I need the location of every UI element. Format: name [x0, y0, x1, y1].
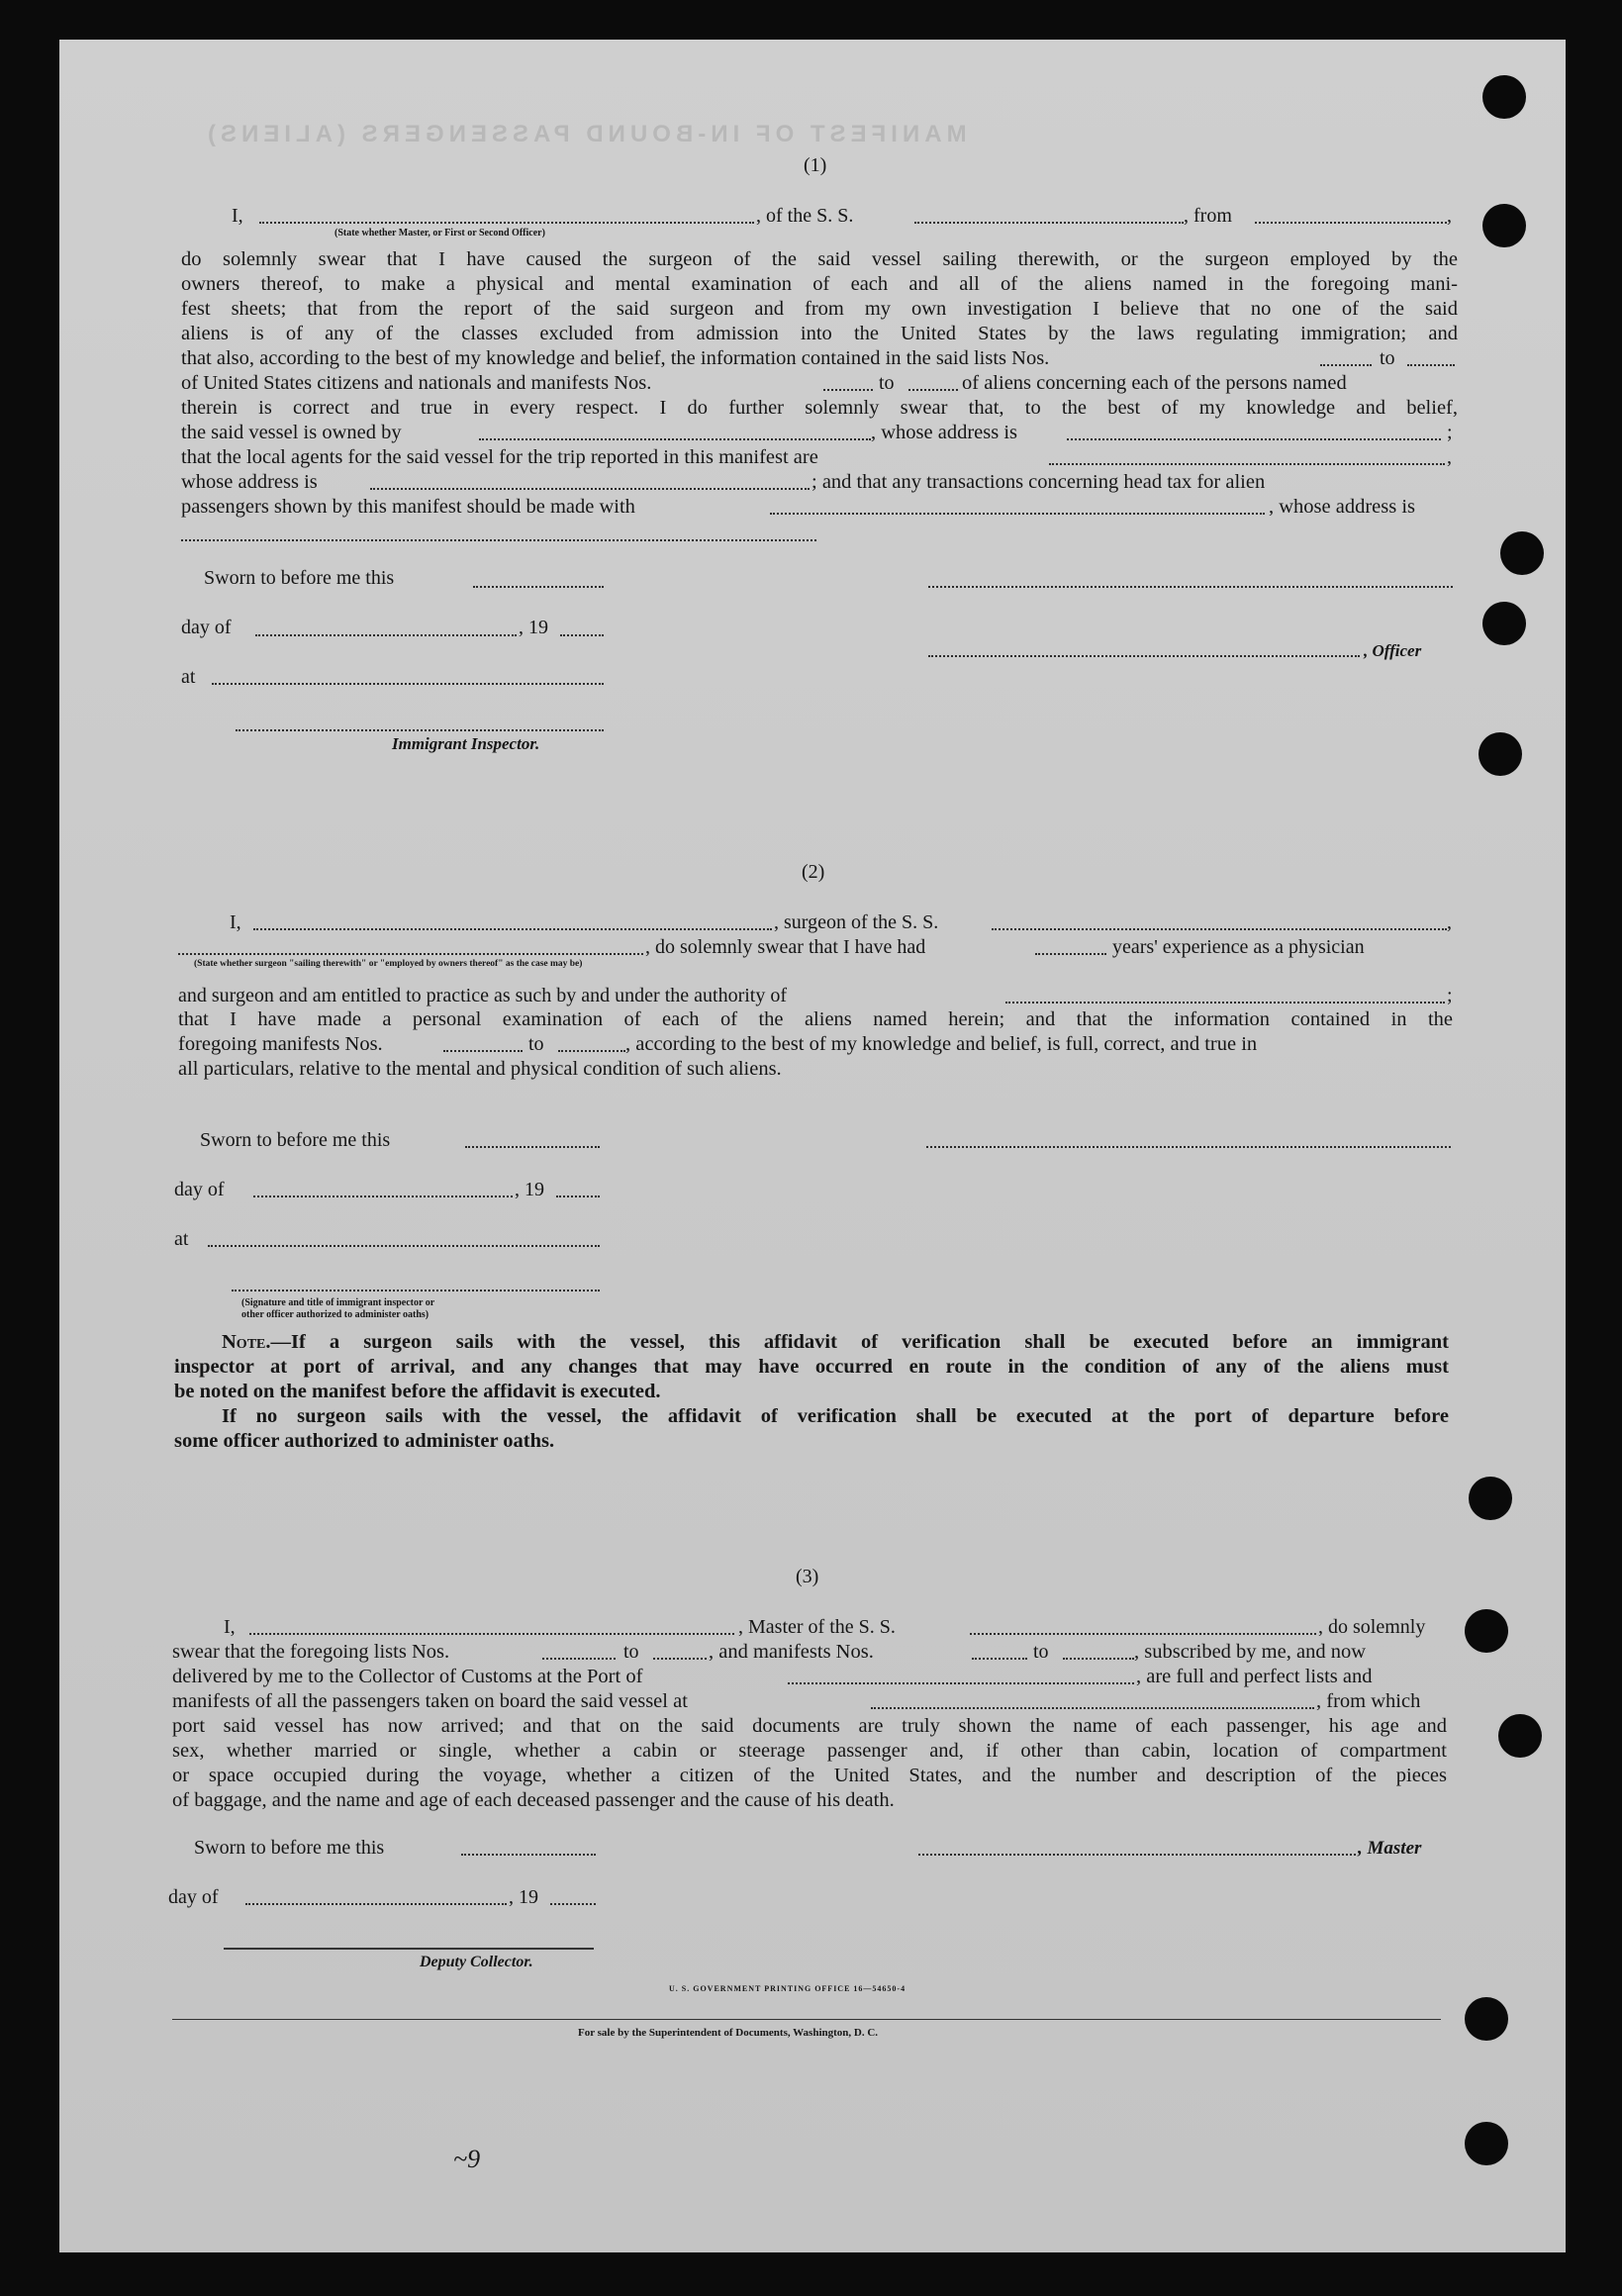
punch-hole: [1498, 1714, 1542, 1758]
section-2-heading: (2): [802, 861, 825, 883]
s1-manifests-to-field[interactable]: [908, 389, 958, 391]
s3-line: port said vessel has now arrived; and that on the said documents are truly shown the name of each passenger, his age and: [172, 1715, 1447, 1737]
s2-year-label: , 19: [515, 1179, 544, 1200]
s1-sworn-day-field[interactable]: [473, 586, 604, 588]
s1-owner-field[interactable]: [479, 438, 871, 440]
s1-passengers-label: passengers shown by this manifest should be made with: [181, 496, 635, 518]
s1-line: therein is correct and true in every respect. I do further solemnly swear that, to the best of my knowledge and belief,: [181, 397, 1458, 419]
s3-year-label: , 19: [509, 1886, 538, 1908]
s3-sworn-label: Sworn to before me this: [194, 1837, 385, 1859]
punch-hole: [1482, 75, 1526, 119]
s1-to-label: to: [1380, 347, 1395, 369]
s3-manifests-of-label: manifests of all the passengers taken on board the said vessel at: [172, 1690, 688, 1712]
s1-from-port-field[interactable]: [1255, 222, 1447, 224]
s1-headtax-label: ; and that any transactions concerning head tax for alien: [811, 471, 1266, 493]
s1-year-field[interactable]: [560, 634, 604, 636]
s3-swear-lists-label: swear that the foregoing lists Nos.: [172, 1641, 450, 1663]
s1-manifests-label: of United States citizens and nationals and manifests Nos.: [181, 372, 652, 394]
s1-officer-signature-field[interactable]: [928, 655, 1360, 657]
s1-inspector-label: Immigrant Inspector.: [392, 734, 540, 753]
surgeon-note: [174, 1330, 1449, 1454]
s2-at-label: at: [174, 1228, 189, 1250]
note-label: Note.: [222, 1331, 271, 1353]
s2-particulars-line: all particulars, relative to the mental and physical condition of such aliens.: [178, 1058, 782, 1080]
s2-manifests-from-field[interactable]: [443, 1050, 523, 1052]
s1-semicolon: ;: [1447, 422, 1453, 443]
s1-inspector-signature-field[interactable]: [236, 729, 604, 731]
s2-month-field[interactable]: [253, 1196, 513, 1197]
s2-inspector-signature-field[interactable]: [232, 1290, 600, 1292]
s2-signature-note-2: other officer authorized to administer oaths): [241, 1309, 429, 1320]
s2-ship-name-field[interactable]: [992, 928, 1447, 930]
surgeon-status-field[interactable]: [178, 953, 643, 955]
s3-full-perfect-label: , are full and perfect lists and: [1136, 1666, 1373, 1687]
s2-surgeon-signature-field[interactable]: [926, 1146, 1451, 1148]
s3-embark-port-field[interactable]: [871, 1707, 1314, 1709]
punch-hole: [1479, 732, 1522, 776]
section-3-heading: (3): [796, 1566, 819, 1587]
s3-oath-paragraph: [172, 1714, 1447, 1788]
s3-deputy-label: Deputy Collector.: [420, 1954, 533, 1970]
master-name-field[interactable]: [249, 1633, 734, 1635]
s2-according-label: , according to the best of my knowledge and belief, is full, correct, and true in: [625, 1033, 1258, 1055]
s2-authority-label: and surgeon and am entitled to practice as such by and under the authority of: [178, 985, 787, 1006]
officer-name-field[interactable]: [259, 222, 754, 224]
s1-headtax-party-field[interactable]: [770, 513, 1265, 515]
s2-sworn-day-field[interactable]: [465, 1146, 600, 1148]
s1-ship-name-field[interactable]: [914, 222, 1184, 224]
s1-agent-address-field[interactable]: [370, 488, 810, 490]
officer-rank-note: (State whether Master, or First or Second Officer): [334, 228, 545, 239]
note-line: be noted on the manifest before the affidavit is executed.: [174, 1381, 661, 1402]
surgeon-status-note: (State whether surgeon "sailing therewith" or "employed by owners thereof" as the case may be): [194, 959, 583, 969]
s2-year-field[interactable]: [556, 1196, 600, 1197]
s3-master-signature-field[interactable]: [918, 1854, 1356, 1856]
s3-master-label: , Master: [1358, 1838, 1422, 1859]
punch-hole: [1465, 2122, 1508, 2165]
s2-surgeon-of-label: , surgeon of the S. S.: [774, 911, 939, 933]
s1-line: owners thereof, to make a physical and mental examination of each and all of the aliens named in the foregoing mani-: [181, 273, 1458, 295]
s3-manifests-from-field[interactable]: [972, 1658, 1027, 1660]
s1-comma: ,: [1447, 205, 1452, 227]
s1-at-place-field[interactable]: [212, 683, 604, 685]
section-1-heading: (1): [804, 154, 827, 176]
s2-to-label: to: [528, 1033, 544, 1055]
s3-to-label-2: to: [1033, 1641, 1049, 1663]
s3-ship-name-field[interactable]: [970, 1633, 1316, 1635]
s1-whose-address-label: , whose address is: [871, 422, 1018, 443]
gpo-imprint: U. S. GOVERNMENT PRINTING OFFICE 16—54650-4: [669, 1984, 906, 1993]
s1-whose-address-label-3: , whose address is: [1269, 496, 1416, 518]
s2-years-label: years' experience as a physician: [1112, 936, 1365, 958]
s1-year-label: , 19: [519, 617, 548, 638]
s2-i-label: I,: [230, 911, 241, 933]
s3-last-line: of baggage, and the name and age of each deceased passenger and the cause of his death.: [172, 1789, 895, 1811]
s1-agents-field[interactable]: [1049, 463, 1445, 465]
s1-day-of-label: day of: [181, 617, 232, 638]
s1-at-label: at: [181, 666, 196, 688]
s1-sworn-label: Sworn to before me this: [204, 567, 395, 589]
s3-manifests-to-field[interactable]: [1063, 1658, 1134, 1660]
s3-deputy-signature-field[interactable]: [224, 1948, 594, 1950]
punch-hole: [1469, 1477, 1512, 1520]
bleed-through-title: MANIFEST OF IN-BOUND PASSENGERS (ALIENS): [203, 121, 967, 147]
s1-i-label: I,: [232, 205, 243, 227]
s1-oath-paragraph: [181, 247, 1458, 346]
s2-examination-line: [178, 1007, 1453, 1032]
s1-owner-address-field[interactable]: [1067, 438, 1441, 440]
s3-port-field[interactable]: [788, 1682, 1134, 1684]
note-line: If no surgeon sails with the vessel, the affidavit of verification shall be executed at the port of departure before: [222, 1405, 1449, 1427]
punch-hole: [1482, 204, 1526, 247]
s1-headtax-address-field[interactable]: [181, 539, 816, 541]
s3-line: or space occupied during the voyage, whether a citizen of the United States, and the number and description of the pieces: [172, 1765, 1447, 1786]
s1-agents-label: that the local agents for the said vessel for the trip reported in this manifest are: [181, 446, 818, 468]
s3-and-manifests-label: , and manifests Nos.: [709, 1641, 874, 1663]
s2-swear-label: , do solemnly swear that I have had: [645, 936, 926, 958]
note-line: some officer authorized to administer oaths.: [174, 1430, 555, 1452]
s1-lists-label: that also, according to the best of my knowledge and belief, the information contained in the said lists Nos.: [181, 347, 1050, 369]
s3-line: sex, whether married or single, whether a cabin or steerage passenger and, if other than cabin, location of compartment: [172, 1740, 1447, 1762]
s1-month-field[interactable]: [255, 634, 517, 636]
s1-line: aliens is of any of the classes excluded from admission into the United States by the laws regulating immigration; and: [181, 323, 1458, 344]
s3-month-field[interactable]: [245, 1903, 507, 1905]
footer-rule: [172, 2019, 1441, 2020]
s2-manifests-to-field[interactable]: [558, 1050, 625, 1052]
s3-to-label: to: [623, 1641, 639, 1663]
s3-lists-from-field[interactable]: [542, 1658, 616, 1660]
sale-notice: For sale by the Superintendent of Documents, Washington, D. C.: [578, 2027, 879, 2039]
s3-lists-to-field[interactable]: [653, 1658, 707, 1660]
s1-manifests-from-field[interactable]: [823, 389, 873, 391]
s1-owned-by-label: the said vessel is owned by: [181, 422, 402, 443]
s1-to-label-2: to: [879, 372, 895, 394]
note-line: [174, 1330, 1449, 1355]
s1-line: do solemnly swear that I have caused the surgeon of the said vessel sailing therewith, or the surgeon employed by the: [181, 248, 1458, 270]
s2-sworn-label: Sworn to before me this: [200, 1129, 391, 1151]
s3-sworn-day-field[interactable]: [461, 1854, 596, 1856]
s3-year-field[interactable]: [550, 1903, 596, 1905]
s2-at-place-field[interactable]: [208, 1245, 600, 1247]
handwritten-mark: ~9: [453, 2145, 481, 2173]
s3-day-of-label: day of: [168, 1886, 219, 1908]
s1-agent-address-label: whose address is: [181, 471, 318, 493]
s3-delivered-label: delivered by me to the Collector of Customs at the Port of: [172, 1666, 643, 1687]
s2-foregoing-label: foregoing manifests Nos.: [178, 1033, 383, 1055]
s1-comma-2: ,: [1447, 446, 1452, 468]
s2-line: that I have made a personal examination of each of the aliens named herein; and that the information contained in the: [178, 1008, 1453, 1030]
s3-do-solemnly-label: , do solemnly: [1318, 1616, 1426, 1638]
s1-lists-from-field[interactable]: [1320, 364, 1372, 366]
note-line: inspector at port of arrival, and any changes that may have occurred en route in the condition of any of the aliens must: [174, 1356, 1449, 1378]
s3-i-label: I,: [224, 1616, 236, 1638]
note-text: —If a surgeon sails with the vessel, this affidavit of verification shall be executed before an immigrant: [270, 1331, 1449, 1353]
s2-comma: ,: [1447, 911, 1452, 933]
s1-aliens-label: of aliens concerning each of the persons named: [962, 372, 1347, 394]
s1-of-ss-label: , of the S. S.: [756, 205, 854, 227]
punch-hole: [1465, 1609, 1508, 1653]
s2-signature-note-1: (Signature and title of immigrant inspector or: [241, 1297, 435, 1308]
punch-hole: [1465, 1997, 1508, 2041]
s3-master-of-label: , Master of the S. S.: [738, 1616, 896, 1638]
surgeon-name-field[interactable]: [253, 928, 772, 930]
s2-authority-field[interactable]: [1005, 1002, 1445, 1004]
s3-subscribed-label: , subscribed by me, and now: [1134, 1641, 1366, 1663]
s2-semicolon: ;: [1447, 985, 1453, 1006]
s1-correct-line: [181, 396, 1458, 421]
s1-officer-label: , Officer: [1364, 641, 1422, 660]
punch-hole: [1482, 602, 1526, 645]
s1-lists-to-field[interactable]: [1407, 364, 1455, 366]
s1-line: fest sheets; that from the report of the said surgeon and from my own investigation I believe that no one of the said: [181, 298, 1458, 320]
s3-from-which-label: , from which: [1316, 1690, 1421, 1712]
s2-day-of-label: day of: [174, 1179, 225, 1200]
punch-hole: [1500, 531, 1544, 575]
s1-officer-signature-top-field[interactable]: [928, 586, 1453, 588]
years-experience-field[interactable]: [1035, 953, 1106, 955]
s1-from-label: , from: [1184, 205, 1232, 227]
